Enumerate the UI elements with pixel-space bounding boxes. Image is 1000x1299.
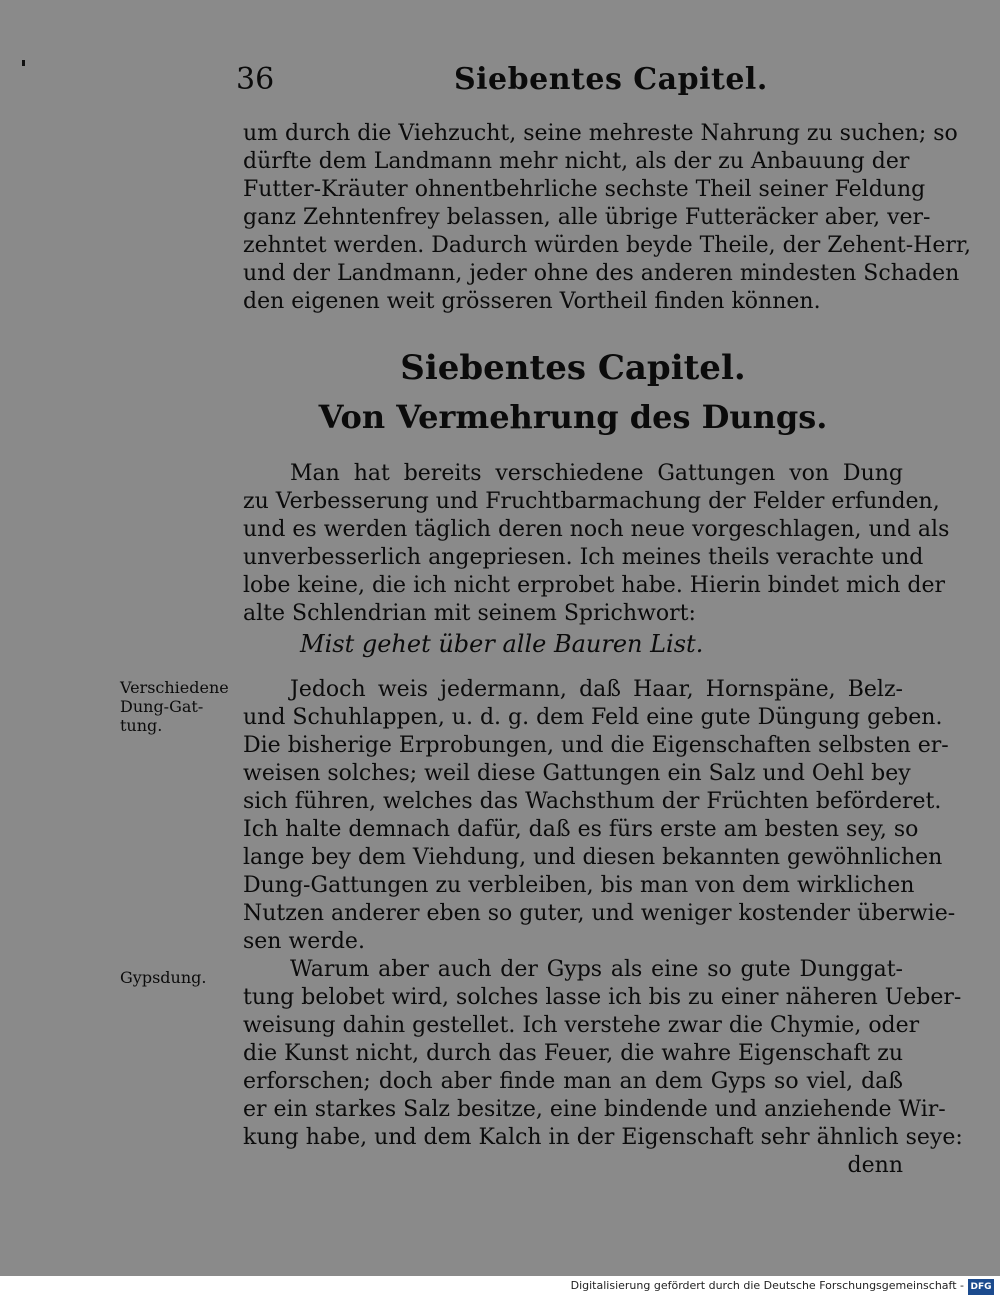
text-line: ganz Zehntenfrey belassen, alle übrige Futteräcker aber, ver- (243, 205, 931, 230)
text-line: erforschen; doch aber finde man an dem Gyps so viel, daß (243, 1069, 903, 1094)
text-line: und Schuhlappen, u. d. g. dem Feld eine gute Düngung geben. (243, 705, 943, 730)
text-line: Man hat bereits verschiedene Gattungen von Dung (290, 461, 903, 486)
text-line: lobe keine, die ich nicht erprobet habe. Hierin bindet mich der (243, 573, 945, 598)
text-line: weisung dahin gestellet. Ich verstehe zwar die Chymie, oder (243, 1013, 920, 1038)
catchword: denn (847, 1153, 903, 1178)
scan-speck (22, 60, 25, 66)
text-line: alte Schlendrian mit seinem Sprichwort: (243, 601, 696, 626)
text-line: Die bisherige Erprobungen, und die Eigenschaften selbsten er- (243, 733, 949, 758)
page-number: 36 (236, 62, 275, 97)
margin-line: tung. (120, 716, 163, 735)
text-line: lange bey dem Viehdung, und diesen bekannten gewöhnlichen (243, 845, 943, 870)
text-line: zu Verbesserung und Fruchtbarmachung der Felder erfunden, (243, 489, 940, 514)
text-line: dürfte dem Landmann mehr nicht, als der zu Anbauung der (243, 149, 910, 174)
chapter-subtitle: Von Vermehrung des Dungs. (318, 398, 828, 436)
text-line: den eigenen weit grösseren Vortheil finden können. (243, 289, 821, 314)
digitization-footer (0, 1276, 1000, 1299)
text-line: unverbesserlich angepriesen. Ich meines theils verachte und (243, 545, 924, 570)
text-line: sich führen, welches das Wachsthum der Früchten beförderet. (243, 789, 942, 814)
text-line: und es werden täglich deren noch neue vorgeschlagen, und als (243, 517, 950, 542)
chapter-title: Siebentes Capitel. (400, 348, 746, 388)
text-line: sen werde. (243, 929, 365, 954)
dfg-logo-icon: DFG (968, 1279, 994, 1295)
text-line: Warum aber auch der Gyps als eine so gute Dunggat- (290, 957, 903, 982)
text-line: Nutzen anderer eben so guter, und weniger kostender überwie- (243, 901, 956, 926)
page-header (236, 62, 900, 102)
text-line: tung belobet wird, solches lasse ich bis zu einer näheren Ueber- (243, 985, 962, 1010)
text-line: die Kunst nicht, durch das Feuer, die wahre Eigenschaft zu (243, 1041, 903, 1066)
text-line: und der Landmann, jeder ohne des anderen mindesten Schaden (243, 261, 960, 286)
margin-note-dung-gattung (120, 678, 235, 735)
proverb: Mist gehet über alle Bauren List. (300, 630, 704, 658)
text-line: Futter-Kräuter ohnentbehrliche sechste Theil seiner Feldung (243, 177, 926, 202)
running-head: Siebentes Capitel. (454, 62, 768, 97)
text-line: er ein starkes Salz besitze, eine bindende und anziehende Wir- (243, 1097, 946, 1122)
margin-note-gypsdung (120, 968, 235, 987)
text-line: zehntet werden. Dadurch würden beyde Theile, der Zehent-Herr, (243, 233, 971, 258)
funding-credit: Digitalisierung gefördert durch die Deutsche Forschungsgemeinschaft - (570, 1279, 964, 1292)
text-line: Dung-Gattungen zu verbleiben, bis man von dem wirklichen (243, 873, 915, 898)
text-line: weisen solches; weil diese Gattungen ein Salz und Oehl bey (243, 761, 911, 786)
margin-line: Gypsdung. (120, 968, 207, 987)
text-line: Jedoch weis jedermann, daß Haar, Hornspäne, Belz- (290, 677, 903, 702)
text-line: um durch die Viehzucht, seine mehreste Nahrung zu suchen; so (243, 121, 958, 146)
margin-line: Dung-Gat- (120, 697, 204, 716)
margin-line: Verschiedene (120, 678, 229, 697)
text-line: Ich halte demnach dafür, daß es fürs erste am besten sey, so (243, 817, 919, 842)
text-line: kung habe, und dem Kalch in der Eigenschaft sehr ähnlich seye: (243, 1125, 963, 1150)
